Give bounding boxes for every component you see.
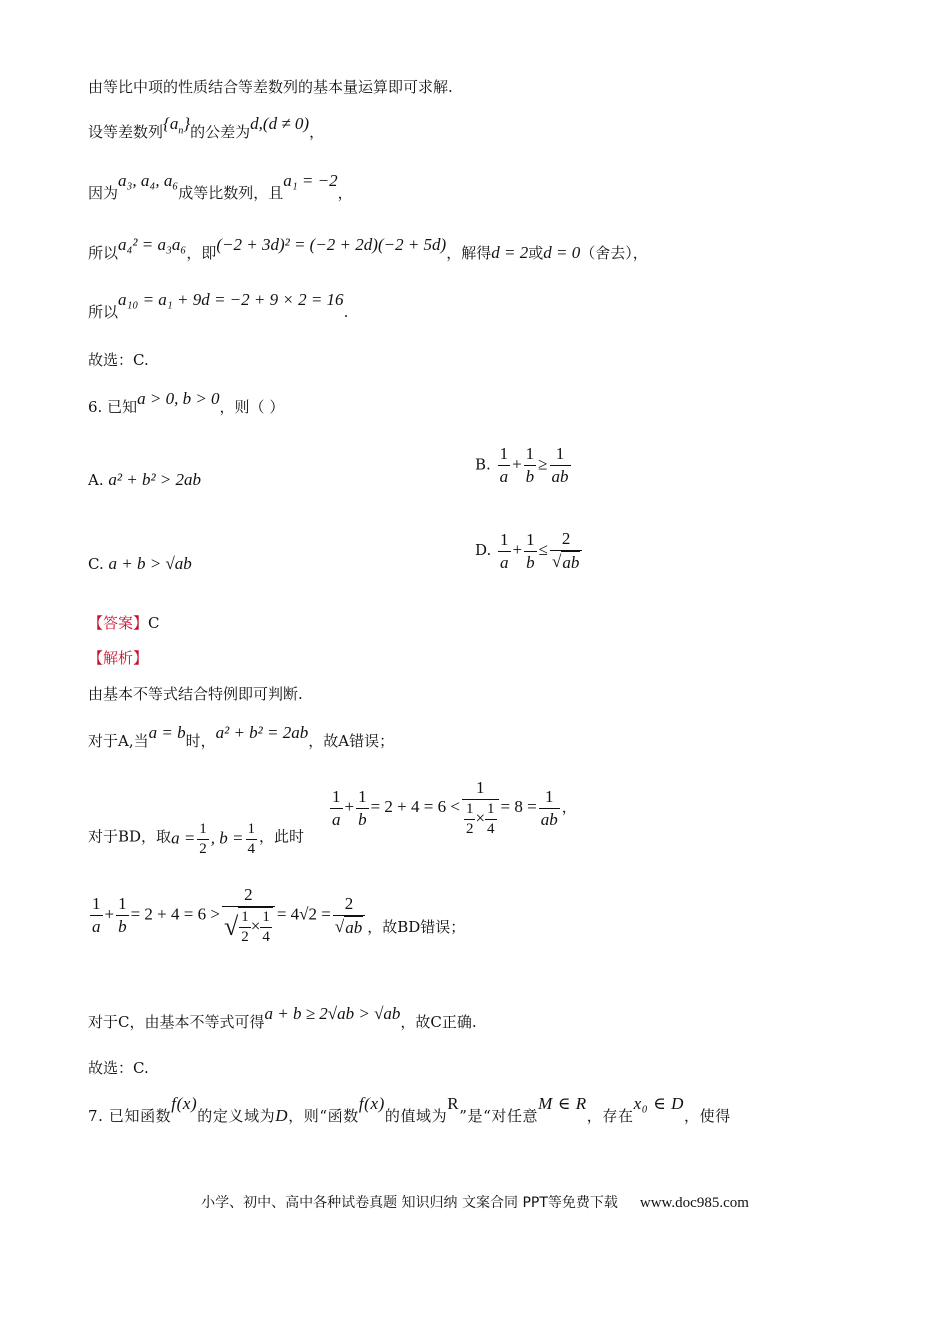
- math-bd-expression-2: $\frac{1}{a}$ + $\frac{1}{b}$ = 2 + 4 = 6 > 2 √ $\frac{1}{2}$ × $\frac{1}{4}$ = 4√2 = 2 √ ab ，故BD错误；: [92, 885, 466, 945]
- text: .: [343, 303, 349, 321]
- math-frac: $\frac{1}{ab}$: [540, 786, 558, 829]
- math-frac: $\frac{1}{b}$: [526, 529, 535, 572]
- text: 成等比数列，且: [178, 184, 284, 202]
- analysis-tag: [88, 648, 148, 668]
- math-condition: a > 0, b > 0: [137, 389, 220, 408]
- choice-line: 故选：C.: [88, 351, 149, 369]
- math-M: M ∈ R: [538, 1094, 587, 1113]
- option-label: C.: [88, 555, 104, 573]
- math-seq-close: }: [183, 114, 191, 133]
- math-frac: 2 √ ab: [550, 528, 582, 574]
- math-root-1: d = 2: [491, 243, 529, 262]
- footer-text: 小学、初中、高中各种试卷真题 知识归纳 文案合同 PPT等免费下载: [201, 1195, 618, 1211]
- math-sum-squares: a² + b² = 2ab: [215, 723, 309, 742]
- text: ，则（ ）: [219, 398, 285, 416]
- math-frac: 1 $\frac{1}{2}$ × $\frac{1}{4}$: [462, 777, 499, 839]
- math-bd-expression: $\frac{1}{a}$ + $\frac{1}{b}$ = 2 + 4 = 6 < 1 $\frac{1}{2}$ × $\frac{1}{4}$ = 8 = $\frac{1}{ab}$ ，: [332, 778, 577, 837]
- analysis-c: [88, 1004, 477, 1032]
- text: ，故BD错误；: [367, 917, 466, 936]
- math-R: R: [447, 1094, 460, 1113]
- math-frac: $\frac{1}{a}$: [500, 529, 509, 572]
- math-frac: $\frac{1}{b}$: [525, 444, 535, 486]
- math-sequence: [163, 114, 191, 137]
- math-D: D: [275, 1106, 289, 1125]
- option-a: [88, 470, 201, 490]
- text: 因为: [88, 184, 119, 202]
- analysis-intro: 由基本不等式结合特例即可判断.: [88, 685, 303, 703]
- math-terms: a₃, a₄, a₆: [118, 171, 179, 190]
- math-a10: a₁₀ = a₁ + 9d = −2 + 9 × 2 = 16: [118, 290, 344, 309]
- text: ，故A错误；: [308, 732, 395, 750]
- text: 的公差为: [190, 123, 251, 141]
- math-substitution: a = $\frac{1}{2}$ , b = $\frac{1}{4}$: [171, 821, 256, 857]
- answer-tag: 【答案】: [88, 614, 149, 632]
- text: 对于A,当: [88, 732, 149, 750]
- choice-line-2: 故选：C.: [88, 1059, 149, 1077]
- text: ，: [309, 123, 325, 141]
- option-d: D. $\frac{1}{a}$ + $\frac{1}{b}$ ≤ 2 √ ab: [475, 528, 584, 574]
- text: 或: [528, 244, 544, 262]
- option-c: [88, 554, 192, 574]
- math-a-eq-b: a = b: [148, 723, 186, 742]
- math-equation: (−2 + 3d)² = (−2 + 2d)(−2 + 5d): [216, 235, 447, 254]
- text: 所以: [88, 303, 119, 321]
- text: ，: [561, 798, 577, 816]
- solution-line-4: [88, 235, 648, 263]
- option-label: D.: [475, 541, 492, 559]
- text: 时，: [185, 732, 216, 750]
- math-root-2: d = 0: [543, 243, 581, 262]
- text: 对于BD，取: [88, 827, 172, 846]
- text: ，使得: [684, 1107, 731, 1125]
- math-fx-2: f(x): [358, 1094, 385, 1113]
- text: 设等差数列: [88, 123, 164, 141]
- math-first-term: a₁ = −2: [283, 171, 338, 190]
- math-frac: $\frac{1}{b}$: [358, 786, 367, 829]
- text: ，解得: [446, 244, 492, 262]
- solution-line-2: [88, 114, 325, 149]
- math-frac: $\frac{1}{a}$: [499, 444, 509, 486]
- math-seq-sub: n: [178, 125, 184, 137]
- math-option-c: a + b > √ab: [108, 554, 192, 573]
- math-fx: f(x): [171, 1094, 198, 1113]
- analysis-bd: [88, 818, 304, 857]
- text: ，: [337, 184, 353, 202]
- text: 7. 已知函数: [88, 1107, 172, 1125]
- text: （舍去），: [580, 244, 648, 262]
- text: ，故C正确.: [400, 1013, 477, 1031]
- text: 的定义域为: [197, 1107, 276, 1125]
- math-frac: 2 √ $\frac{1}{2}$ × $\frac{1}{4}$: [222, 884, 275, 947]
- text: ，则“函数: [288, 1107, 359, 1125]
- solution-intro: 由等比中项的性质结合等差数列的基本量运算即可求解.: [88, 78, 453, 96]
- math-seq-open: {a: [163, 114, 179, 133]
- footer-url[interactable]: www.doc985.com: [639, 1195, 749, 1211]
- solution-line-5: [88, 290, 349, 322]
- math-frac: $\frac{1}{ab}$: [551, 444, 569, 486]
- option-b: B. $\frac{1}{a}$ + $\frac{1}{b}$ ≥ $\frac{1}{ab}$: [475, 444, 569, 486]
- solution-line-3: [88, 171, 353, 203]
- text: ，存在: [586, 1107, 634, 1125]
- option-label: B.: [475, 455, 491, 474]
- math-x0: x₀ ∈ D: [633, 1094, 685, 1113]
- math-am-gm: a + b ≥ 2√ab > √ab: [264, 1004, 401, 1023]
- text: ，即: [186, 244, 217, 262]
- analysis-a: [88, 723, 395, 751]
- math-common-diff: d,(d ≠ 0): [250, 114, 310, 133]
- option-label: A.: [88, 471, 104, 489]
- analysis-tag-text: 【解析】: [88, 649, 149, 667]
- answer-value: C: [148, 614, 160, 632]
- text: 的值域为: [384, 1107, 448, 1125]
- math-frac: $\frac{1}{a}$: [92, 894, 101, 936]
- question-6: [88, 389, 285, 417]
- text: 6. 已知: [88, 398, 138, 416]
- math-frac: $\frac{1}{b}$: [118, 894, 127, 936]
- text: 所以: [88, 244, 119, 262]
- text: ，此时: [259, 827, 305, 846]
- answer-line: [88, 613, 160, 633]
- text: 对于C，由基本不等式可得: [88, 1013, 265, 1031]
- math-option-a: a² + b² > 2ab: [108, 470, 202, 489]
- question-7: [88, 1094, 731, 1126]
- text: ”是“对任意: [459, 1107, 539, 1125]
- math-frac: $\frac{1}{a}$: [332, 786, 341, 829]
- math-geometric-mean: a₄² = a₃a₆: [118, 235, 187, 254]
- page-footer: [0, 1192, 950, 1212]
- math-frac: 2 √ ab: [333, 893, 365, 939]
